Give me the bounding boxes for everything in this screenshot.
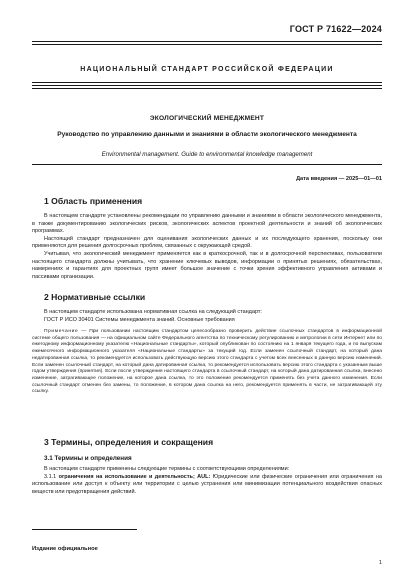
header-rule-bottom: [32, 44, 382, 45]
footer-rule: [32, 529, 137, 530]
national-standard-caption: НАЦИОНАЛЬНЫЙ СТАНДАРТ РОССИЙСКОЙ ФЕДЕРАЦИИ: [80, 66, 334, 73]
section-2-note: [32, 329, 382, 396]
document-code: ГОСТ Р 71622—2024: [289, 24, 382, 34]
document-title-english: Environmental management. Guide to environmental knowledge management: [101, 151, 313, 158]
term-name: ограничения на использование и деятельность; AUL:: [58, 473, 211, 480]
section-1-body: [32, 213, 382, 281]
note-text: — При пользовании настоящим стандартом целесообразно проверить действие ссылочных стандартов в информационной системе общего пользования — на официальном сайте Федерального агентства по техническому регулированию и метрологии в сети Интернет или по ежегодному информационному указателю «Национальные стандарты», который опубликован по состоянию на 1 января текущего года, и по выпускам ежемесячного информационного указателя «Национальные стандарты» за текущий год. Если заменен ссылочный стандарт, на который дана недатированная ссылка, то рекомендуется использовать действующую версию этого стандарта с учетом всех внесенных в данную версию изменений. Если заменен ссылочный стандарт, на который дана датированная ссылка, то рекомендуется использовать версию этого стандарта с указанным выше годом утверждения (принятия). Если после утверждения настоящего стандарта в ссылочный стандарт, на который дана датированная ссылка, внесено изменение, затрагивающее положение, на которое дана ссылка, то это положение рекомендуется применять без учета данного изменения. Если ссылочный стандарт отменен без замены, то положение, в котором дана ссылка на него, рекомендуется применять в части, не затрагивающей эту ссылку.: [32, 329, 382, 395]
section-3-body: [32, 466, 382, 496]
section-1-paragraph: Настоящий стандарт предназначен для оценивания экологических данных и их последующего хранения, поскольку они применяются для решения долгосрочных проблем, связанных с окружающей средой.: [32, 235, 382, 250]
section-2-body: [32, 309, 382, 324]
section-2-intro: В настоящем стандарте использована нормативная ссылка на следующий стандарт:: [44, 309, 262, 315]
term-number: 3.1.1: [44, 473, 57, 480]
title-rule: [32, 164, 382, 165]
term-definition: [32, 474, 382, 497]
section-2-heading: 2 Нормативные ссылки: [44, 292, 146, 302]
header-rule-top: [32, 41, 382, 42]
section-3-intro: В настоящем стандарте применены следующие термины с соответствующими определениями:: [44, 466, 290, 472]
document-title: ЭКОЛОГИЧЕСКИЙ МЕНЕДЖМЕНТ: [149, 115, 265, 122]
section-1-paragraph: Учитывая, что экологический менеджмент применяется как в краткосрочной, так и в долгосрочной перспективах, пользователи настоящего стандарта должны учитывать, что хранение ключевых выводов, информации о принятых решениях, обязательствах, намерениях и гарантиях для проектных групп имеет большое значение с точки зрения эффективного управления активами и пассивами организации.: [32, 250, 382, 280]
introduction-date: Дата введения — 2025—01—01: [296, 176, 382, 182]
document-subtitle: Руководство по управлению данными и знаниями в области экологического менеджмента: [57, 131, 357, 138]
caption-rule-2: [32, 85, 382, 86]
official-edition-label: Издание официальное: [32, 546, 98, 552]
section-1-paragraph: В настоящем стандарте установлены рекомендации по управлению данными и знаниями в области экологического менеджмента, в также документированию экологических рисков, экологических аспектов проектной деятельности и знаний об экологических программах.: [32, 213, 382, 235]
subsection-3-1-heading: 3.1 Термины и определения: [44, 455, 132, 462]
normative-reference: ГОСТ Р ИСО 30401 Системы менеджмента знаний. Основные требования: [44, 316, 235, 323]
section-1-heading: 1 Область применения: [44, 196, 143, 206]
page-number: 1: [378, 560, 382, 566]
term-definition-text: Юридические или физические ограничения или ограничения на использование или доступ к объекту или территории с целью устранения или минимизации потенциального воздействия опасных веществ или предотвращения действий.: [32, 473, 382, 495]
note-label: Примечание: [44, 329, 79, 334]
caption-rule-1: [32, 82, 382, 83]
caption-rule-3: [32, 88, 382, 89]
section-3-heading: 3 Термины, определения и сокращения: [44, 437, 214, 447]
